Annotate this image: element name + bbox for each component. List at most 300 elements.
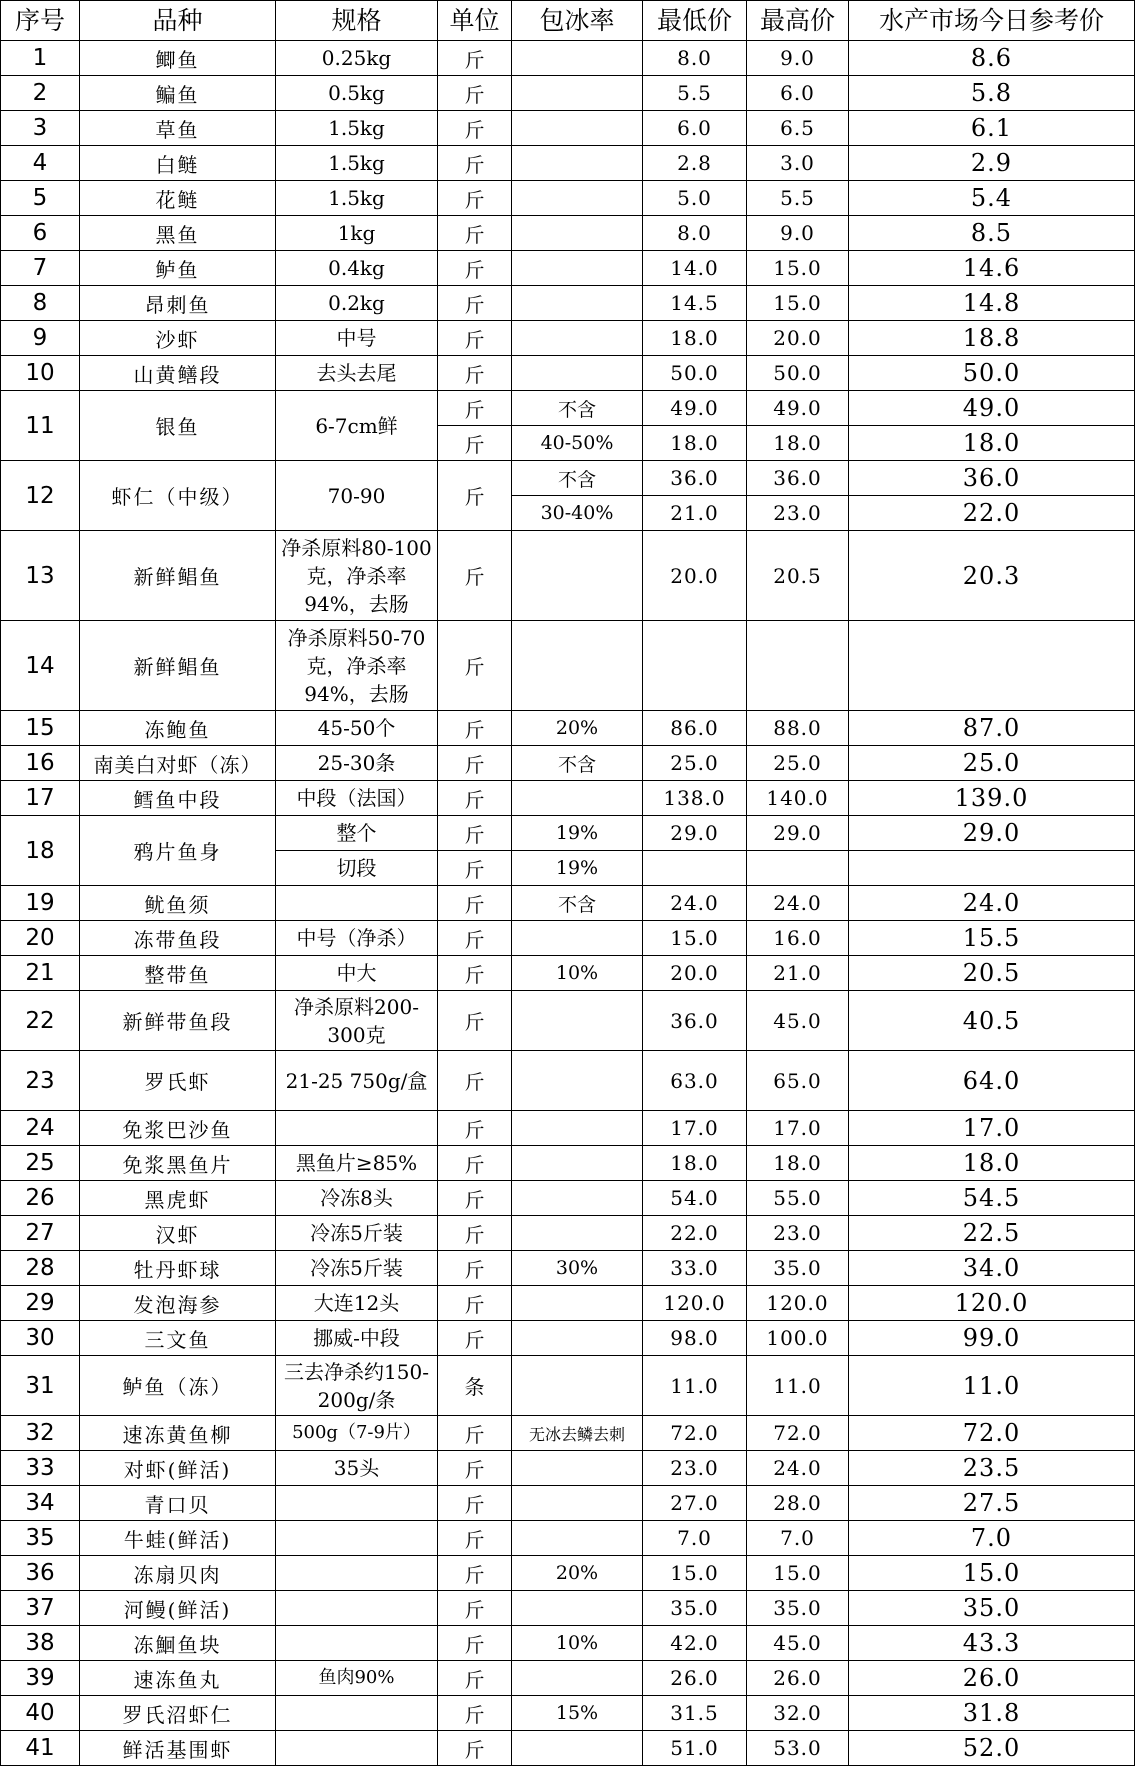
- table-row: [1, 111, 1135, 146]
- cell-unit: 斤: [438, 1451, 512, 1486]
- cell-spec: [276, 1556, 438, 1591]
- cell-ref: 6.1: [849, 111, 1135, 146]
- cell-spec: 冷冻5斤装: [276, 1216, 438, 1251]
- cell-unit: 斤: [438, 1146, 512, 1181]
- cell-high: 140.0: [747, 781, 849, 816]
- cell-ice: [512, 1521, 643, 1556]
- cell-name: 鲈鱼（冻）: [80, 1356, 276, 1416]
- cell-name: 新鲜鲳鱼: [80, 531, 276, 621]
- cell-spec: 大连12头: [276, 1286, 438, 1321]
- cell-low: 138.0: [643, 781, 747, 816]
- cell-ice: 10%: [512, 956, 643, 991]
- cell-unit: 斤: [438, 1286, 512, 1321]
- cell-name: 河鳗(鲜活): [80, 1591, 276, 1626]
- table-row: [1, 1731, 1135, 1766]
- cell-low: 36.0: [643, 461, 747, 496]
- cell-ice: 20%: [512, 1556, 643, 1591]
- cell-high: 88.0: [747, 711, 849, 746]
- cell-high: 65.0: [747, 1051, 849, 1111]
- cell-high: 18.0: [747, 1146, 849, 1181]
- cell-ice: 不含: [512, 461, 643, 496]
- cell-high: 23.0: [747, 1216, 849, 1251]
- cell-name: 对虾(鲜活): [80, 1451, 276, 1486]
- cell-unit: 斤: [438, 1216, 512, 1251]
- cell-unit: 斤: [438, 886, 512, 921]
- table-row: [1, 1696, 1135, 1731]
- table-row: [1, 1111, 1135, 1146]
- cell-no: 22: [1, 991, 80, 1051]
- cell-low: 42.0: [643, 1626, 747, 1661]
- cell-ref: 17.0: [849, 1111, 1135, 1146]
- cell-unit: 条: [438, 1356, 512, 1416]
- cell-spec: 净杀原料200-300克: [276, 991, 438, 1051]
- cell-low: [643, 851, 747, 886]
- cell-name: 鲫鱼: [80, 41, 276, 76]
- cell-ref: 20.5: [849, 956, 1135, 991]
- header-ice: 包冰率: [512, 1, 643, 41]
- cell-unit: 斤: [438, 181, 512, 216]
- table-row: [1, 781, 1135, 816]
- cell-ice: 19%: [512, 851, 643, 886]
- cell-name: 冻鮰鱼块: [80, 1626, 276, 1661]
- cell-no: 24: [1, 1111, 80, 1146]
- cell-ref: 29.0: [849, 816, 1135, 851]
- cell-high: 25.0: [747, 746, 849, 781]
- cell-spec: [276, 1111, 438, 1146]
- table-row: [1, 461, 1135, 496]
- cell-unit: 斤: [438, 1111, 512, 1146]
- cell-ref: 15.5: [849, 921, 1135, 956]
- cell-ice: 15%: [512, 1696, 643, 1731]
- cell-no: 9: [1, 321, 80, 356]
- cell-unit: 斤: [438, 1696, 512, 1731]
- cell-no: 32: [1, 1416, 80, 1451]
- cell-low: 33.0: [643, 1251, 747, 1286]
- cell-unit: 斤: [438, 216, 512, 251]
- cell-name: 整带鱼: [80, 956, 276, 991]
- cell-no: 29: [1, 1286, 80, 1321]
- cell-low: 8.0: [643, 41, 747, 76]
- cell-ice: [512, 1216, 643, 1251]
- cell-no: 33: [1, 1451, 80, 1486]
- cell-high: 72.0: [747, 1416, 849, 1451]
- table-header-row: [1, 1, 1135, 41]
- cell-ref: 20.3: [849, 531, 1135, 621]
- cell-unit: 斤: [438, 1051, 512, 1111]
- cell-ice: [512, 216, 643, 251]
- cell-name: 鲜活基围虾: [80, 1731, 276, 1766]
- cell-spec: 去头去尾: [276, 356, 438, 391]
- header-ref: 水产市场今日参考价: [849, 1, 1135, 41]
- cell-ice: [512, 1051, 643, 1111]
- table-row: [1, 1486, 1135, 1521]
- cell-name: 冻鲍鱼: [80, 711, 276, 746]
- cell-unit: 斤: [438, 1661, 512, 1696]
- cell-spec: 1.5kg: [276, 146, 438, 181]
- cell-low: 63.0: [643, 1051, 747, 1111]
- cell-high: 53.0: [747, 1731, 849, 1766]
- cell-name: 白鲢: [80, 146, 276, 181]
- cell-ref: 31.8: [849, 1696, 1135, 1731]
- cell-unit: 斤: [438, 531, 512, 621]
- cell-low: 49.0: [643, 391, 747, 426]
- cell-ref: 25.0: [849, 746, 1135, 781]
- cell-low: 6.0: [643, 111, 747, 146]
- cell-ice: 40-50%: [512, 426, 643, 461]
- cell-ref: [849, 851, 1135, 886]
- cell-ref: 2.9: [849, 146, 1135, 181]
- cell-spec: 25-30条: [276, 746, 438, 781]
- cell-ref: 15.0: [849, 1556, 1135, 1591]
- cell-no: 6: [1, 216, 80, 251]
- cell-high: 23.0: [747, 496, 849, 531]
- cell-low: 54.0: [643, 1181, 747, 1216]
- table-row: [1, 1286, 1135, 1321]
- cell-high: 29.0: [747, 816, 849, 851]
- cell-name: 银鱼: [80, 391, 276, 461]
- cell-high: [747, 621, 849, 711]
- cell-spec: 中段（法国）: [276, 781, 438, 816]
- cell-spec: 三去净杀约150-200g/条: [276, 1356, 438, 1416]
- cell-ref: 22.0: [849, 496, 1135, 531]
- cell-high: 35.0: [747, 1251, 849, 1286]
- cell-high: 11.0: [747, 1356, 849, 1416]
- cell-high: 15.0: [747, 1556, 849, 1591]
- cell-no: 39: [1, 1661, 80, 1696]
- cell-name: 黑鱼: [80, 216, 276, 251]
- cell-no: 36: [1, 1556, 80, 1591]
- table-row: [1, 1416, 1135, 1451]
- cell-no: 38: [1, 1626, 80, 1661]
- cell-spec: 中号: [276, 321, 438, 356]
- table-row: [1, 1661, 1135, 1696]
- cell-ice: [512, 621, 643, 711]
- cell-unit: 斤: [438, 146, 512, 181]
- header-name: 品种: [80, 1, 276, 41]
- cell-ice: [512, 1451, 643, 1486]
- cell-low: 23.0: [643, 1451, 747, 1486]
- header-spec: 规格: [276, 1, 438, 41]
- cell-low: 51.0: [643, 1731, 747, 1766]
- cell-no: 1: [1, 41, 80, 76]
- cell-ice: [512, 41, 643, 76]
- cell-unit: 斤: [438, 1556, 512, 1591]
- cell-name: 新鲜鲳鱼: [80, 621, 276, 711]
- cell-no: 26: [1, 1181, 80, 1216]
- cell-spec: [276, 1521, 438, 1556]
- cell-no: 21: [1, 956, 80, 991]
- cell-ref: 35.0: [849, 1591, 1135, 1626]
- cell-unit: 斤: [438, 851, 512, 886]
- table-row: [1, 1591, 1135, 1626]
- cell-name: 罗氏沼虾仁: [80, 1696, 276, 1731]
- cell-low: 8.0: [643, 216, 747, 251]
- cell-name: 牛蛙(鲜活): [80, 1521, 276, 1556]
- cell-low: 27.0: [643, 1486, 747, 1521]
- cell-spec: 切段: [276, 851, 438, 886]
- cell-ref: 8.5: [849, 216, 1135, 251]
- cell-low: 24.0: [643, 886, 747, 921]
- cell-no: 11: [1, 391, 80, 461]
- table-row: [1, 886, 1135, 921]
- cell-ice: 不含: [512, 746, 643, 781]
- table-row: [1, 1521, 1135, 1556]
- cell-spec: 0.25kg: [276, 41, 438, 76]
- table-row: [1, 711, 1135, 746]
- cell-ref: 120.0: [849, 1286, 1135, 1321]
- cell-name: 新鲜带鱼段: [80, 991, 276, 1051]
- cell-no: 34: [1, 1486, 80, 1521]
- cell-ref: 36.0: [849, 461, 1135, 496]
- cell-name: 速冻鱼丸: [80, 1661, 276, 1696]
- table-row: [1, 921, 1135, 956]
- cell-low: 18.0: [643, 426, 747, 461]
- cell-ref: 23.5: [849, 1451, 1135, 1486]
- cell-ref: 18.8: [849, 321, 1135, 356]
- cell-ref: 14.6: [849, 251, 1135, 286]
- cell-spec: 中号（净杀）: [276, 921, 438, 956]
- table-row: [1, 1216, 1135, 1251]
- cell-spec: 挪威-中段: [276, 1321, 438, 1356]
- cell-no: 5: [1, 181, 80, 216]
- cell-low: 20.0: [643, 531, 747, 621]
- cell-low: 11.0: [643, 1356, 747, 1416]
- header-unit: 单位: [438, 1, 512, 41]
- cell-high: 24.0: [747, 886, 849, 921]
- cell-name: 免浆黑鱼片: [80, 1146, 276, 1181]
- cell-name: 鳕鱼中段: [80, 781, 276, 816]
- cell-high: 7.0: [747, 1521, 849, 1556]
- cell-ice: [512, 251, 643, 286]
- cell-ref: 5.8: [849, 76, 1135, 111]
- cell-ref: 22.5: [849, 1216, 1135, 1251]
- table-row: [1, 1321, 1135, 1356]
- cell-ref: 8.6: [849, 41, 1135, 76]
- table-row: [1, 956, 1135, 991]
- cell-high: 49.0: [747, 391, 849, 426]
- cell-ice: [512, 1286, 643, 1321]
- cell-low: 22.0: [643, 1216, 747, 1251]
- cell-high: 100.0: [747, 1321, 849, 1356]
- cell-name: 冻带鱼段: [80, 921, 276, 956]
- cell-high: 45.0: [747, 991, 849, 1051]
- cell-ref: 99.0: [849, 1321, 1135, 1356]
- cell-unit: 斤: [438, 111, 512, 146]
- cell-no: 31: [1, 1356, 80, 1416]
- cell-unit: 斤: [438, 1486, 512, 1521]
- cell-spec: 鱼肉90%: [276, 1661, 438, 1696]
- cell-spec: [276, 1696, 438, 1731]
- cell-low: 5.5: [643, 76, 747, 111]
- cell-ref: 18.0: [849, 1146, 1135, 1181]
- cell-unit: 斤: [438, 746, 512, 781]
- cell-ref: 11.0: [849, 1356, 1135, 1416]
- cell-spec: [276, 1626, 438, 1661]
- cell-spec: 冷冻5斤装: [276, 1251, 438, 1286]
- cell-no: 18: [1, 816, 80, 886]
- cell-low: 5.0: [643, 181, 747, 216]
- table-row: [1, 76, 1135, 111]
- cell-ref: 27.5: [849, 1486, 1135, 1521]
- cell-ice: [512, 356, 643, 391]
- cell-name: 虾仁（中级）: [80, 461, 276, 531]
- cell-ice: [512, 991, 643, 1051]
- cell-low: 7.0: [643, 1521, 747, 1556]
- cell-no: 3: [1, 111, 80, 146]
- cell-unit: 斤: [438, 426, 512, 461]
- cell-ref: 87.0: [849, 711, 1135, 746]
- cell-ref: 40.5: [849, 991, 1135, 1051]
- cell-no: 37: [1, 1591, 80, 1626]
- cell-ice: [512, 1356, 643, 1416]
- cell-ref: 50.0: [849, 356, 1135, 391]
- cell-name: 山黄鳝段: [80, 356, 276, 391]
- cell-no: 2: [1, 76, 80, 111]
- table-row: [1, 1356, 1135, 1416]
- cell-ice: 无冰去鳞去刺: [512, 1416, 643, 1451]
- cell-unit: 斤: [438, 1521, 512, 1556]
- cell-name: 鱿鱼须: [80, 886, 276, 921]
- cell-low: 18.0: [643, 1146, 747, 1181]
- cell-spec: [276, 1486, 438, 1521]
- cell-no: 7: [1, 251, 80, 286]
- cell-name: 鲈鱼: [80, 251, 276, 286]
- cell-ice: [512, 1486, 643, 1521]
- cell-high: 21.0: [747, 956, 849, 991]
- cell-unit: 斤: [438, 921, 512, 956]
- cell-low: 29.0: [643, 816, 747, 851]
- header-low: 最低价: [643, 1, 747, 41]
- cell-high: 20.5: [747, 531, 849, 621]
- cell-ref: 49.0: [849, 391, 1135, 426]
- cell-ice: 30-40%: [512, 496, 643, 531]
- cell-unit: 斤: [438, 1731, 512, 1766]
- cell-unit: 斤: [438, 1626, 512, 1661]
- cell-name: 速冻黄鱼柳: [80, 1416, 276, 1451]
- cell-unit: 斤: [438, 781, 512, 816]
- cell-high: 15.0: [747, 286, 849, 321]
- cell-no: 17: [1, 781, 80, 816]
- table-row: [1, 816, 1135, 851]
- cell-high: 16.0: [747, 921, 849, 956]
- table-row: [1, 1626, 1135, 1661]
- cell-spec: 中大: [276, 956, 438, 991]
- cell-ice: [512, 1321, 643, 1356]
- cell-name: 免浆巴沙鱼: [80, 1111, 276, 1146]
- header-high: 最高价: [747, 1, 849, 41]
- cell-name: 牡丹虾球: [80, 1251, 276, 1286]
- cell-name: 黑虎虾: [80, 1181, 276, 1216]
- cell-spec: 1kg: [276, 216, 438, 251]
- cell-name: 发泡海参: [80, 1286, 276, 1321]
- cell-low: 20.0: [643, 956, 747, 991]
- cell-ice: 10%: [512, 1626, 643, 1661]
- cell-ref: 139.0: [849, 781, 1135, 816]
- cell-spec: 6-7cm鲜: [276, 391, 438, 461]
- cell-no: 41: [1, 1731, 80, 1766]
- cell-high: 28.0: [747, 1486, 849, 1521]
- cell-high: 9.0: [747, 41, 849, 76]
- cell-ref: 34.0: [849, 1251, 1135, 1286]
- cell-no: 16: [1, 746, 80, 781]
- cell-spec: 1.5kg: [276, 111, 438, 146]
- cell-spec: 70-90: [276, 461, 438, 531]
- cell-low: 50.0: [643, 356, 747, 391]
- table-row: [1, 146, 1135, 181]
- cell-name: 花鲢: [80, 181, 276, 216]
- cell-spec: 0.4kg: [276, 251, 438, 286]
- cell-ref: 5.4: [849, 181, 1135, 216]
- cell-high: 18.0: [747, 426, 849, 461]
- cell-ref: 64.0: [849, 1051, 1135, 1111]
- cell-ref: 14.8: [849, 286, 1135, 321]
- cell-ref: 43.3: [849, 1626, 1135, 1661]
- cell-unit: 斤: [438, 321, 512, 356]
- cell-no: 35: [1, 1521, 80, 1556]
- cell-high: 120.0: [747, 1286, 849, 1321]
- cell-spec: 45-50个: [276, 711, 438, 746]
- cell-name: 昂刺鱼: [80, 286, 276, 321]
- cell-ref: 18.0: [849, 426, 1135, 461]
- cell-ice: [512, 1181, 643, 1216]
- cell-low: 25.0: [643, 746, 747, 781]
- cell-low: 26.0: [643, 1661, 747, 1696]
- cell-unit: 斤: [438, 41, 512, 76]
- cell-low: 86.0: [643, 711, 747, 746]
- table-row: [1, 1181, 1135, 1216]
- table-row: [1, 181, 1135, 216]
- cell-ice: [512, 321, 643, 356]
- cell-ref: 7.0: [849, 1521, 1135, 1556]
- cell-unit: 斤: [438, 711, 512, 746]
- table-row: [1, 746, 1135, 781]
- cell-name: 汉虾: [80, 1216, 276, 1251]
- cell-ice: [512, 146, 643, 181]
- table-row: [1, 321, 1135, 356]
- cell-high: 36.0: [747, 461, 849, 496]
- cell-spec: 整个: [276, 816, 438, 851]
- cell-high: 32.0: [747, 1696, 849, 1731]
- cell-ice: [512, 781, 643, 816]
- cell-unit: 斤: [438, 286, 512, 321]
- table-row: [1, 251, 1135, 286]
- cell-low: 72.0: [643, 1416, 747, 1451]
- cell-spec: 净杀原料50-70克，净杀率94%，去肠: [276, 621, 438, 711]
- cell-ice: [512, 286, 643, 321]
- table-row: [1, 1251, 1135, 1286]
- cell-spec: 冷冻8头: [276, 1181, 438, 1216]
- cell-high: [747, 851, 849, 886]
- header-no: 序号: [1, 1, 80, 41]
- table-row: [1, 41, 1135, 76]
- table-row: [1, 286, 1135, 321]
- table-row: [1, 391, 1135, 426]
- cell-low: 14.5: [643, 286, 747, 321]
- cell-ice: 20%: [512, 711, 643, 746]
- cell-no: 30: [1, 1321, 80, 1356]
- cell-unit: 斤: [438, 621, 512, 711]
- cell-ref: 26.0: [849, 1661, 1135, 1696]
- table-row: [1, 531, 1135, 621]
- cell-low: 98.0: [643, 1321, 747, 1356]
- cell-name: 三文鱼: [80, 1321, 276, 1356]
- cell-ice: [512, 181, 643, 216]
- table-row: [1, 621, 1135, 711]
- cell-high: 9.0: [747, 216, 849, 251]
- cell-spec: 21-25 750g/盒: [276, 1051, 438, 1111]
- table-row: [1, 356, 1135, 391]
- cell-spec: 黑鱼片≥85%: [276, 1146, 438, 1181]
